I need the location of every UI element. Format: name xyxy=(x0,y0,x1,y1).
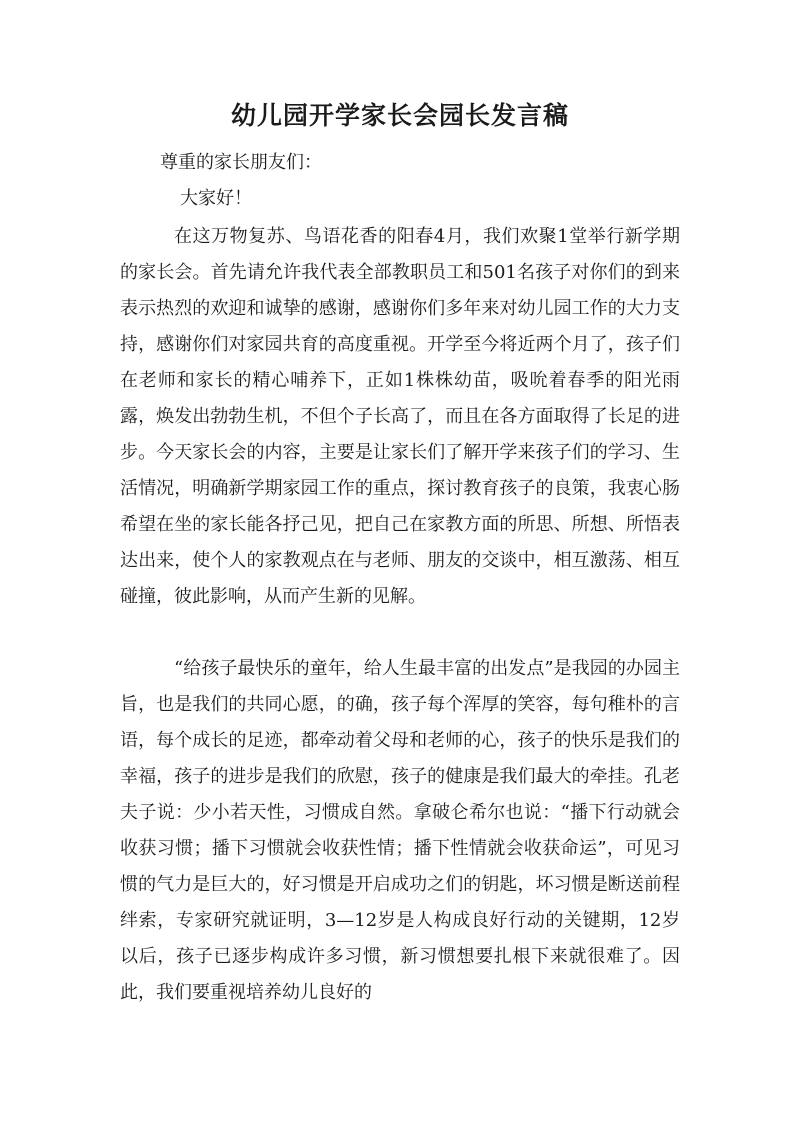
greeting-line: 尊重的家长朋友们： xyxy=(160,152,322,173)
hello-line: 大家好！ xyxy=(180,188,252,209)
body-paragraph: 在这万物复苏、鸟语花香的阳春4月，我们欢聚1堂举行新学期的家长会。首先请允许我代表全部教职员工和501名孩子对你们的到来表示热烈的欢迎和诚挚的感谢，感谢你们多年来对幼儿园工作的大力支持，感谢你们对家园共育的高度重视。开学至今将近两个月了，孩子们在老师和家长的精心哺养下，正如1株株幼苗，吸吮着春季的阳光雨露，焕发出勃勃生机，不但个子长高了，而且在各方面取得了长足的进步。今天家长会的内容，主要是让家长们了解开学来孩子们的学习、生活情况，明确新学期家园工作的重点，探讨教育孩子的良策，我衷心肠希望在坐的家长能各抒己见，把自己在家教方面的所思、所想、所悟表达出来，使个人的家教观点在与老师、朋友的交谈中，相互激荡、相互碰撞，彼此影响，从而产生新的见解。 xyxy=(120,226,680,607)
body-paragraph: “给孩子最快乐的童年，给人生最丰富的出发点”是我园的办园主旨，也是我们的共同心愿，的确，孩子每个浑厚的笑容，每句稚朴的言语，每个成长的足迹，都牵动着父母和老师的心，孩子的快乐是我们的幸福，孩子的进步是我们的欣慰，孩子的健康是我们最大的牵挂。孔老夫子说：少小若天性，习惯成自然。拿破仑希尔也说：“播下行动就会收获习惯；播下习惯就会收获性情；播下性情就会收获命运”，可见习惯的气力是巨大的，好习惯是开启成功之们的钥匙，坏习惯是断送前程绊索，专家研究就证明，3—12岁是人构成良好行动的关键期，12岁以后，孩子已逐步构成许多习惯，新习惯想要扎根下来就很难了。因此，我们要重视培养幼儿良好的 xyxy=(120,658,680,1003)
document-title: 幼儿园开学家长会园长发言稿 xyxy=(230,101,569,130)
